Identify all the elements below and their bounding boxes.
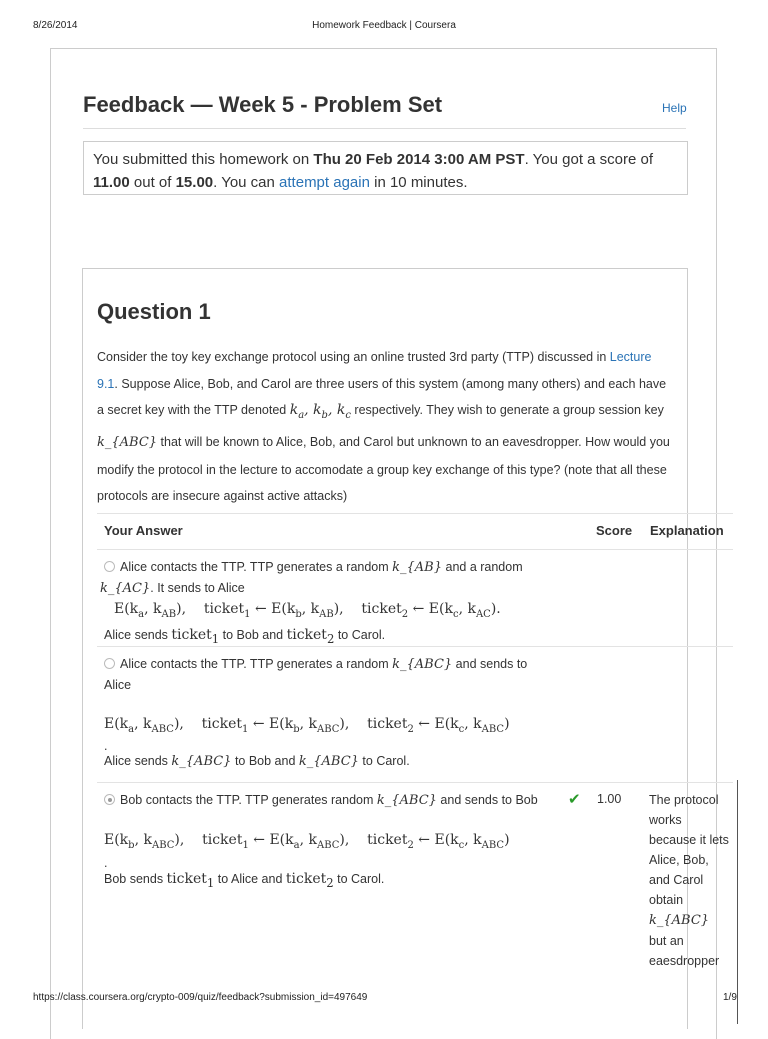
math-term: k_{ABC} <box>298 753 359 769</box>
math-term: k_{AC} <box>100 581 151 596</box>
radio-button[interactable] <box>104 561 115 572</box>
radio-button-selected[interactable] <box>104 794 115 805</box>
answer-text: . It sends to Alice <box>150 581 245 595</box>
submission-date: Thu 20 Feb 2014 3:00 AM PST <box>313 151 525 168</box>
question-text-part: that will be known to Alice, Bob, and Carol but unknown to an eavesdropper. How would you modify the protocol in the lecture to accomodate a group key exchange of this type? (note that all these protocols are insecure against active attacks) <box>97 435 670 504</box>
attempt-again-link[interactable]: attempt again <box>279 174 370 191</box>
math-term: ticket$_1$ <box>171 626 220 646</box>
answer-text: and a random <box>442 560 523 574</box>
math-keys: $k_a$, $k_b$, $k_c$ <box>289 402 351 421</box>
radio-button[interactable] <box>104 658 115 669</box>
help-link[interactable]: Help <box>662 101 687 115</box>
explanation-part: but an eaesdropper <box>649 934 720 968</box>
question-text <box>97 344 672 510</box>
page-title: Feedback — Week 5 - Problem Set <box>83 92 443 117</box>
notice-text: . You can <box>213 174 280 191</box>
math-term: ticket$_2$ <box>286 626 335 646</box>
math-formula: $E(k_b$, $k_{ABC}$), ticket$_1$ ← $E(k_a$, $k_{ABC}$), ticket$_2$ ← $E(k_c$, $k_{ABC}$) <box>104 832 510 851</box>
score-total: 15.00 <box>175 174 214 191</box>
print-url: https://class.coursera.org/crypto-009/quiz/feedback?submission_id=497649 <box>33 992 368 1003</box>
row-divider <box>97 549 733 550</box>
notice-text: out of <box>129 174 176 191</box>
explanation-text <box>649 790 729 971</box>
formula-period: . <box>104 738 108 753</box>
col-header-explanation: Explanation <box>650 523 724 538</box>
answer-text: to Bob and <box>231 753 299 768</box>
notice-text: You submitted this homework on <box>93 151 314 168</box>
math-formula: $E(k_a$, $k_{AB}$), ticket$_1$ ← $E(k_b$, $k_{AB}$), ticket$_2$ ← $E(k_c$, $k_{AC}$). <box>114 601 501 620</box>
answer-score: 1.00 <box>597 792 622 806</box>
math-term: ticket$_1$ <box>166 870 215 890</box>
score-value: 11.00 <box>93 174 130 191</box>
submission-notice <box>83 141 688 195</box>
answer-text: to Carol. <box>358 753 410 768</box>
answer-option-2 <box>104 654 554 772</box>
col-header-answer: Your Answer <box>104 523 183 538</box>
answer-text: and sends to Alice <box>104 657 528 692</box>
math-term: k_{ABC} <box>392 657 453 672</box>
page-edge-line <box>737 780 738 1024</box>
answer-text: to Alice and <box>214 871 286 886</box>
answer-option-3 <box>104 790 554 893</box>
print-title: Homework Feedback | Coursera <box>312 20 456 31</box>
math-term: k_{AB} <box>392 560 443 575</box>
check-icon: ✔ <box>568 791 581 808</box>
answer-text: Alice contacts the TTP. TTP generates a random <box>120 657 393 671</box>
print-page-number: 1/9 <box>723 992 737 1003</box>
question-text-part: respectively. They wish to generate a group session key <box>350 403 664 417</box>
lecture-link[interactable]: Lecture 9.1 <box>97 350 652 391</box>
math-term: k_{ABC} <box>649 913 710 928</box>
notice-text: in 10 minutes. <box>369 174 468 191</box>
row-divider <box>97 782 733 783</box>
answer-text: to Carol. <box>334 627 386 642</box>
math-term: k_{ABC} <box>376 793 437 808</box>
col-header-score: Score <box>596 523 633 538</box>
math-term: k_{ABC} <box>171 753 232 769</box>
answer-text: Bob sends <box>104 871 167 886</box>
answer-text: Alice sends <box>104 627 172 642</box>
print-date: 8/26/2014 <box>33 20 78 31</box>
math-term: ticket$_2$ <box>285 870 334 890</box>
question-text-part: . Suppose Alice, Bob, and Carol are three users of this system (among many others) and each have a secret key with the TTP denoted <box>97 376 667 417</box>
table-top-border <box>97 513 733 514</box>
notice-text: . You got a score of <box>524 151 654 168</box>
answer-text: to Bob and <box>219 627 287 642</box>
answer-text: Alice sends <box>104 753 172 768</box>
answer-text: Alice contacts the TTP. TTP generates a random <box>120 560 393 574</box>
row-divider <box>97 646 733 647</box>
math-formula: $E(k_a$, $k_{ABC}$), ticket$_1$ ← $E(k_b$, $k_{ABC}$), ticket$_2$ ← $E(k_c$, $k_{ABC}$) <box>104 716 510 735</box>
answer-text: and sends to Bob <box>436 793 538 807</box>
answer-text: to Carol. <box>333 871 385 886</box>
formula-period: . <box>104 855 108 870</box>
explanation-part: The protocol works because it lets Alice, Bob, and Carol obtain <box>649 793 729 907</box>
divider <box>83 128 686 129</box>
math-kabc: k_{ABC} <box>97 435 158 451</box>
question-text-part: Consider the toy key exchange protocol using an online trusted 3rd party (TTP) discussed in <box>97 350 610 364</box>
answer-option-1 <box>100 557 554 649</box>
question-title: Question 1 <box>97 299 211 324</box>
answer-text: Bob contacts the TTP. TTP generates random <box>120 793 377 807</box>
